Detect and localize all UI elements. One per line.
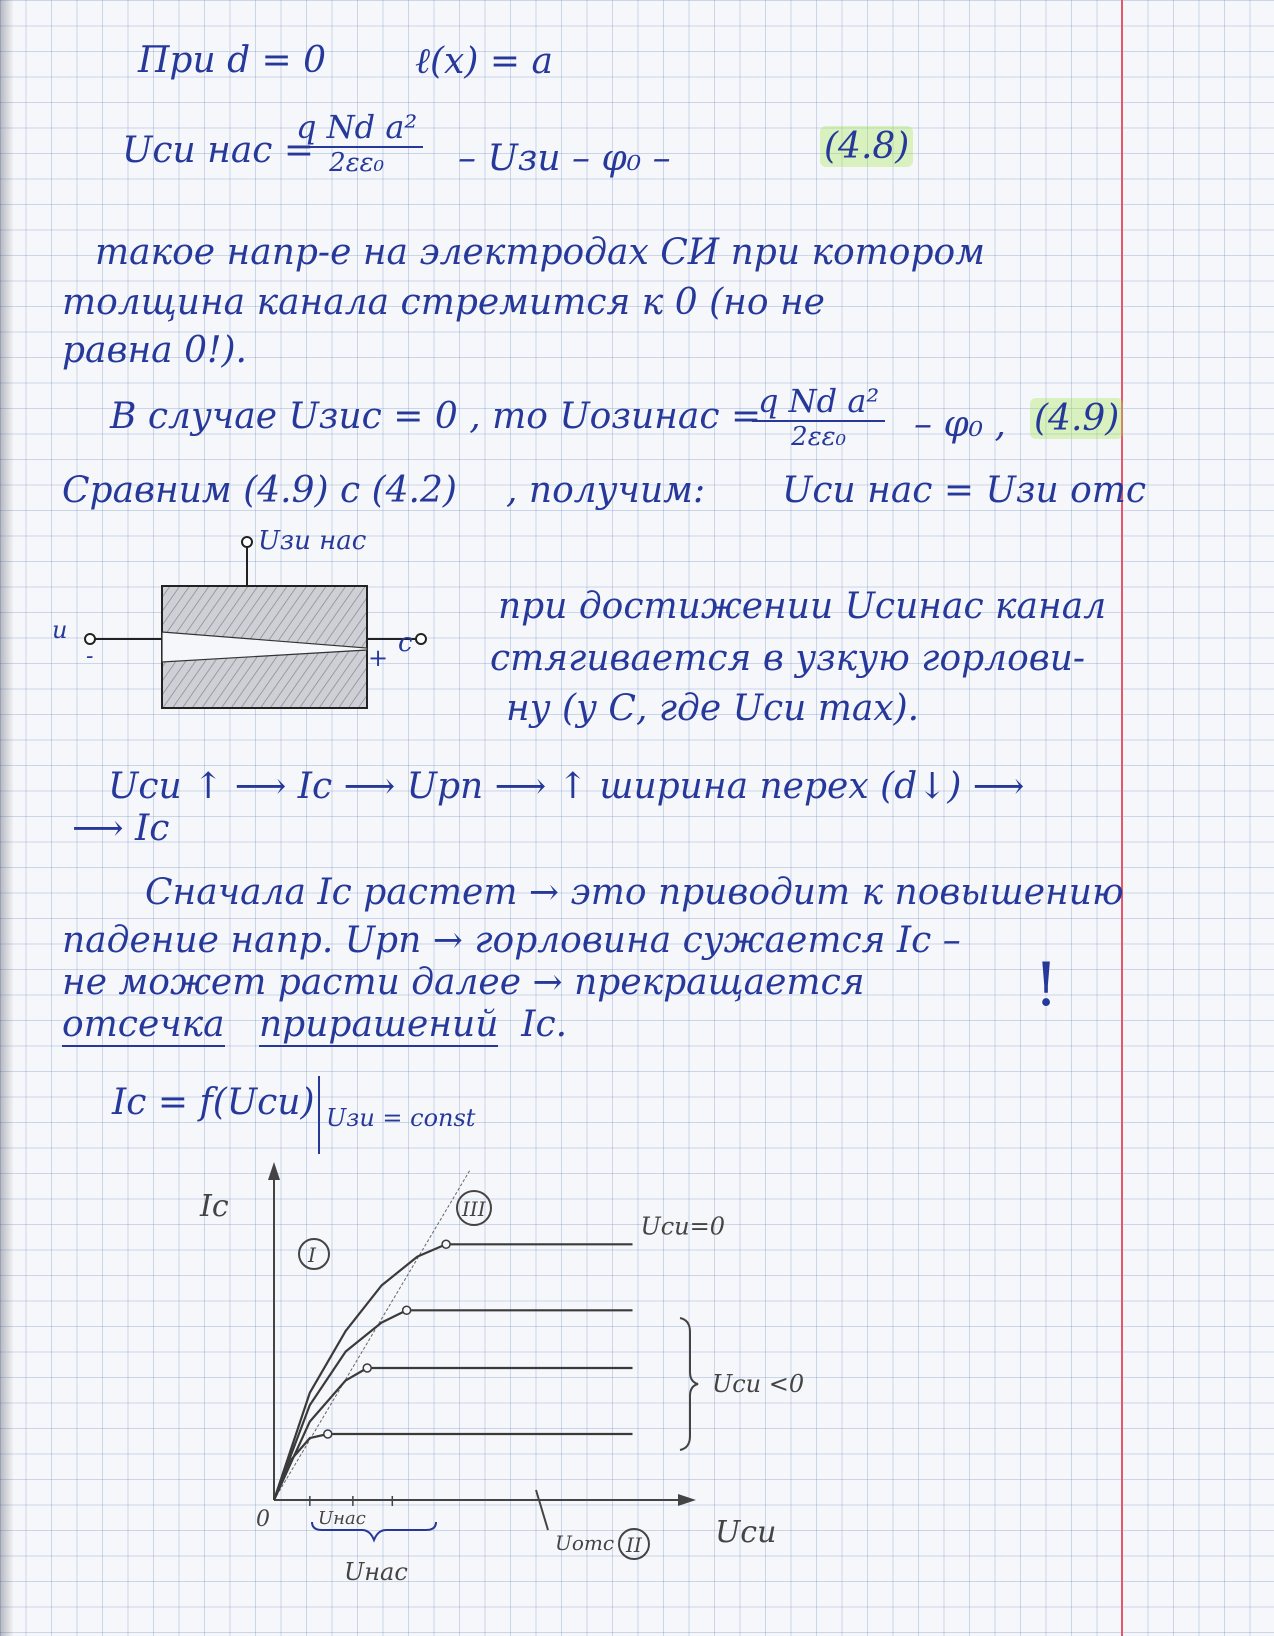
- function-condition: Uзи = const: [326, 1104, 476, 1132]
- knee-point-2: [363, 1364, 371, 1372]
- drain-terminal: [416, 634, 426, 644]
- region-1-label: I: [308, 1243, 316, 1267]
- f49-tag-text: (4.9): [1030, 398, 1123, 439]
- f48-rest: – Uзи – φ₀ –: [458, 138, 671, 179]
- f48-lhs: Uси нас =: [122, 130, 315, 171]
- compare-b: , получим:: [506, 470, 706, 511]
- red-margin-line: [1121, 0, 1123, 1636]
- knee-point-1: [403, 1306, 411, 1314]
- source-minus: -: [86, 644, 94, 669]
- f48-fraction: [290, 108, 423, 178]
- region-3-label: III: [462, 1197, 486, 1221]
- gate-label: Uзи нас: [258, 526, 367, 556]
- increments-term: прирашений: [258, 1004, 499, 1045]
- y-axis-arrow: [268, 1162, 280, 1180]
- text1-line1: такое напр-е на электродах СИ при котором: [95, 232, 986, 273]
- text3-line2: падение напр. Uрп → горловина сужается Iс –: [62, 920, 961, 961]
- compare-c: Uси нас = Uзи отс: [782, 470, 1147, 511]
- f49-denominator: 2εε₀: [791, 422, 847, 452]
- line-lx: ℓ(x) = a: [415, 41, 553, 82]
- f48-tag: [820, 126, 913, 167]
- exclamation-mark: !: [1034, 950, 1059, 1020]
- output-characteristics-chart: [0, 1150, 1000, 1630]
- xmark-sat-label: Uнас: [318, 1508, 366, 1529]
- line-condition: При d = 0: [138, 40, 327, 81]
- group-label: Uси <0: [712, 1370, 805, 1398]
- x-axis-arrow: [678, 1494, 696, 1506]
- text2-line3: ну (у С, где Uси max).: [506, 688, 920, 729]
- group-brace: [680, 1318, 698, 1450]
- chain-line1: Uси ↑ ⟶ Iс ⟶ Uрп ⟶ ↑ ширина перех (d↓) ⟶: [108, 766, 1025, 807]
- f49-tag: [1030, 398, 1123, 439]
- series-line-0: [274, 1244, 633, 1500]
- region-2-label: II: [626, 1533, 642, 1557]
- saturation-boundary: [274, 1170, 470, 1500]
- text3-line1: Сначала Iс растет → это приводит к повышению: [145, 872, 1124, 913]
- series-line-3: [274, 1434, 633, 1500]
- ic-term: Iс.: [521, 1004, 568, 1045]
- y-axis-label: Iс: [200, 1189, 229, 1224]
- compare-a: Сравним (4.9) с (4.2): [62, 470, 457, 511]
- channel-figure: [40, 520, 440, 720]
- xmark-cutoff-label: Uотс: [555, 1531, 615, 1555]
- knee-point-0: [442, 1240, 450, 1248]
- x-axis-label: Uси: [715, 1515, 777, 1550]
- cutoff-term: отсечка: [62, 1004, 225, 1045]
- drain-label: с: [398, 628, 413, 658]
- series-line-1: [274, 1310, 633, 1500]
- f49-numerator: q Nd a²: [752, 382, 885, 422]
- text1-line2: толщина канала стремится к 0 (но не: [62, 282, 825, 323]
- f49-pre: В случае Uзис = 0 , то Uозинас =: [110, 396, 762, 437]
- text2-line1: при достижении Uсинас канал: [498, 586, 1107, 627]
- bracket-label: Uнас: [344, 1558, 408, 1586]
- f48-denominator: 2εε₀: [329, 148, 385, 178]
- f48-tag-text: (4.8): [820, 126, 913, 167]
- source-label: и: [52, 616, 68, 644]
- series-label-0: Uси=0: [640, 1212, 726, 1241]
- function-expression: Iс = f(Uси): [112, 1082, 315, 1123]
- chain-line2: ⟶ Iс: [72, 808, 170, 849]
- drain-plus: +: [368, 644, 389, 672]
- f49-fraction: [752, 382, 885, 452]
- text1-line3: равна 0!).: [62, 330, 247, 371]
- knee-point-3: [324, 1430, 332, 1438]
- evaluation-bar: [318, 1076, 320, 1154]
- text3-line3: не может расти далее → прекращается: [62, 962, 865, 1003]
- text3-line4: [62, 1004, 567, 1045]
- series-group: [274, 1212, 725, 1506]
- f48-numerator: q Nd a²: [290, 108, 423, 148]
- origin-label: 0: [256, 1507, 270, 1532]
- source-terminal: [85, 634, 95, 644]
- f49-rest: – φ₀ ,: [914, 404, 1006, 445]
- gate-terminal: [242, 537, 252, 547]
- cutoff-mark: [536, 1490, 548, 1530]
- text2-line2: стягивается в узкую горлови-: [490, 638, 1086, 679]
